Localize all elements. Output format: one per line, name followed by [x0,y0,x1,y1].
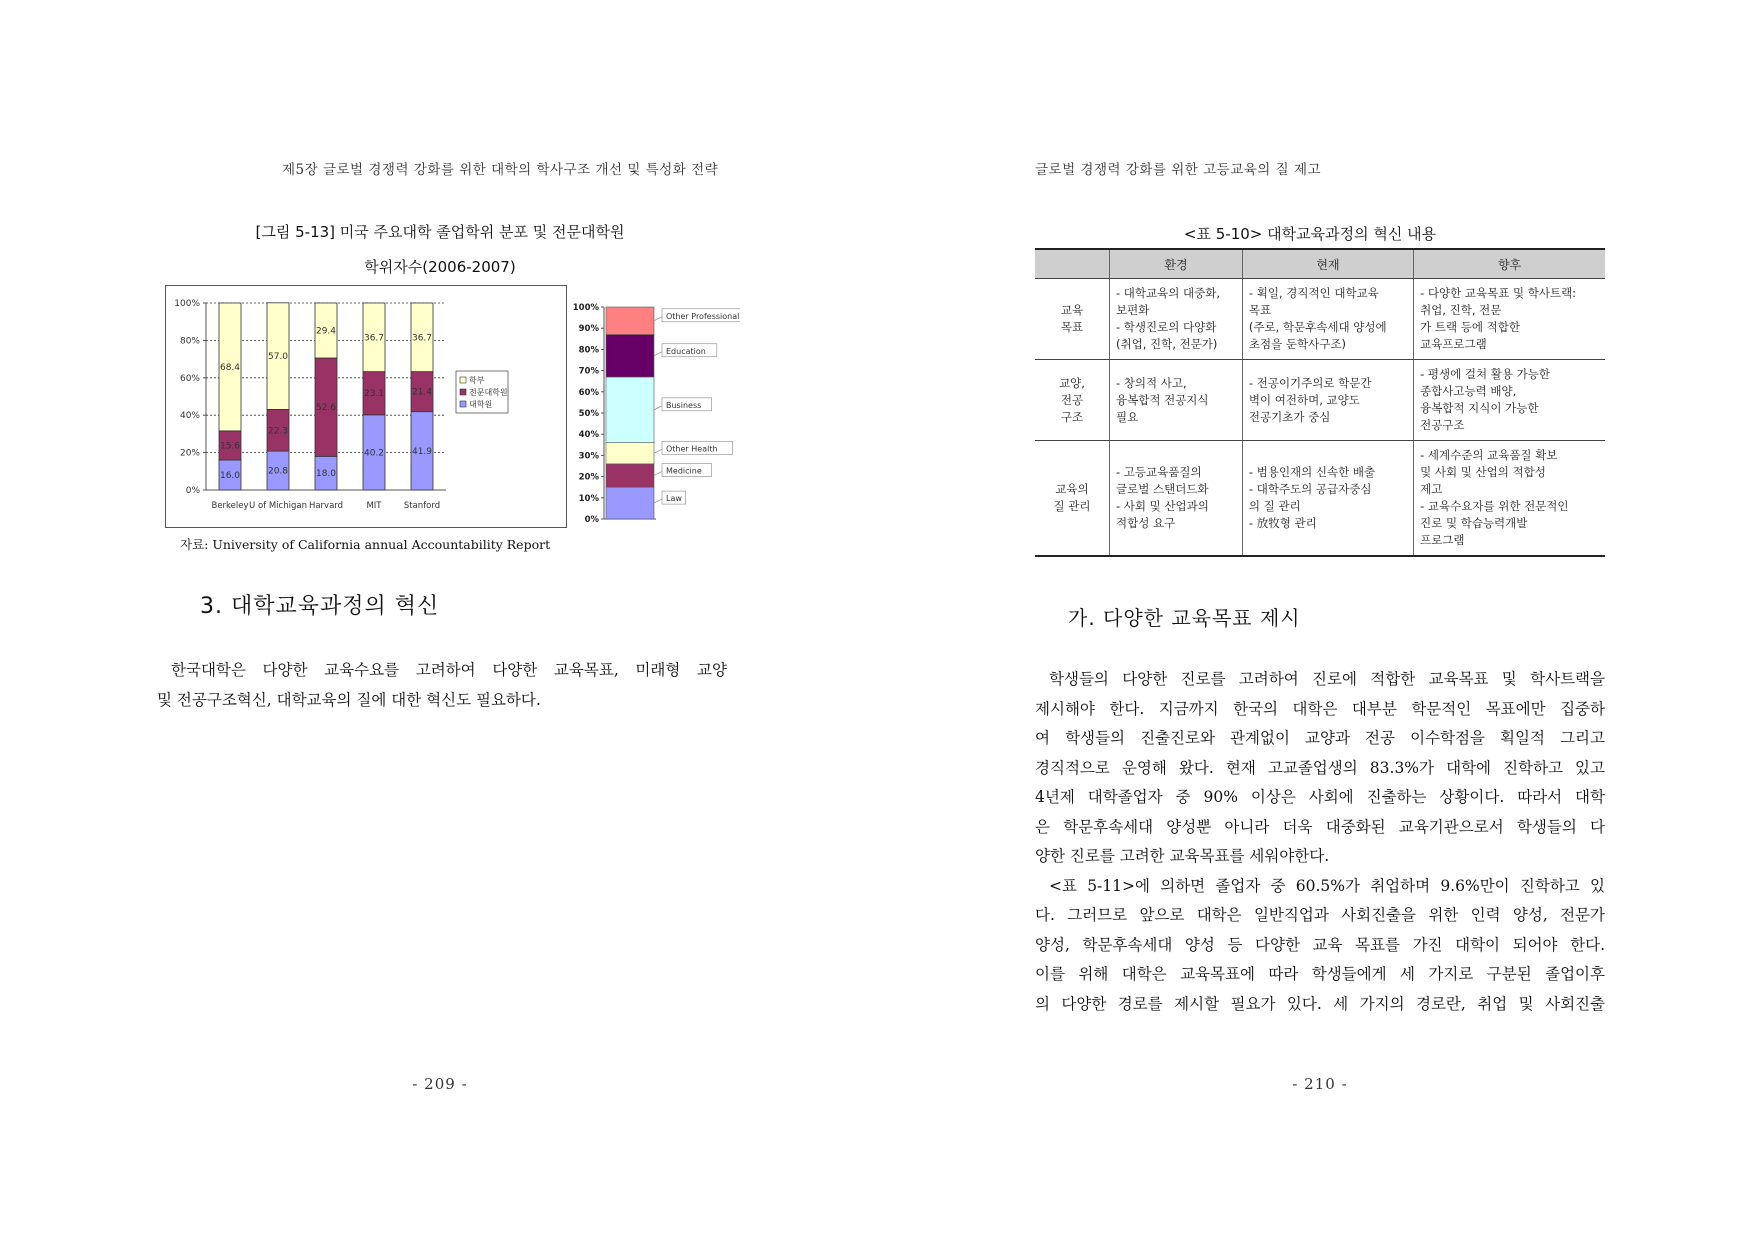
callout-label: Other Professional [666,311,740,321]
table-cell-line: 목표 [1248,303,1272,317]
data-label: 15.6 [219,441,241,452]
callout-label: Education [666,346,706,356]
table-cell-line: - 세계수준의 교육품질 확보 [1420,448,1558,462]
x-tick-label: Berkeley [211,501,249,511]
table-cell-line: 및 사회 및 산업의 적합성 [1420,465,1546,479]
table-cell-env [1110,441,1243,557]
running-header-left: 제5장 글로벌 경쟁력 강화를 위한 대학의 학사구조 개선 및 특성화 전략 [282,162,719,178]
table-cell-line: - 放牧형 관리 [1248,516,1317,530]
figure-caption-line2: 학위자수(2006-2007) [364,258,516,276]
y-tick-label: 50% [578,409,599,419]
legend-swatch [460,389,466,395]
table-header-env: 환경 [1110,249,1243,279]
data-label: 21.4 [411,387,433,398]
table-cell-line: 제고 [1420,482,1443,496]
paragraph-line: 의 다양한 경로를 제시할 필요가 있다. 세 가지의 경로란, 취업 및 사회진출 [1035,994,1605,1013]
table-cell-line: - 사회 및 산업과의 [1116,499,1209,513]
table-cell-line: 전공구조 [1420,418,1465,432]
table-caption: <표 5-10> 대학교육과정의 혁신 내용 [1183,225,1437,243]
x-tick-label: Harvard [308,501,344,511]
y-tick-label: 60% [179,373,200,384]
section-heading-right: 가. 다양한 교육목표 제시 [1068,606,1301,630]
bar-segment [606,307,654,335]
table-cell-line: 종합사고능력 배양, [1420,384,1517,398]
callout-line [654,449,662,453]
bar-segment [606,464,654,487]
table-cell-env [1110,279,1243,360]
callout-label: Other Health [666,444,718,454]
data-label: 18.0 [315,469,337,480]
paragraph-line: 여 학생들의 진출진로와 관계없이 교양과 전공 이수학점을 획일적 그리고 [1035,729,1605,747]
data-label: 22.3 [267,426,289,437]
callout-label: Law [666,494,682,504]
table-cell-line: (취업, 진학, 전문가) [1116,337,1218,351]
callout-line [654,352,662,356]
paragraph-line: 한국대학은 다양한 교육수요를 고려하여 다양한 교육목표, 미래형 교양 [171,661,727,679]
innovation-table [1035,248,1605,557]
figure-source: 자료: University of California annual Accountability Report [180,537,551,552]
paragraph-line: 경직적으로 운영해 왔다. 현재 고교졸업생의 83.3%가 대학에 진학하고 있고 [1035,758,1605,777]
y-tick-label: 40% [578,430,599,441]
y-tick-label: 90% [578,324,599,335]
paragraph-line: 다. 그러므로 앞으로 대학은 일반직업과 사회진출을 위한 인력 양성, 전문가 [1035,906,1605,924]
section-heading-left: 3. 대학교육과정의 혁신 [200,594,440,619]
data-label: 16.0 [219,471,241,482]
callout-line [654,406,662,410]
data-label: 40.2 [363,448,385,459]
callout-line [654,317,662,321]
page-number-left: - 209 - [412,1075,468,1093]
table-row [1035,441,1605,557]
paragraph-line: 은 학문후속세대 양성뿐 아니라 더욱 대중화된 교육기관으로서 학생들의 다 [1035,817,1605,836]
table-cell-line: - 고등교육품질의 [1116,465,1202,479]
table-cell-future [1414,441,1605,557]
y-tick-label: 10% [578,493,599,504]
table-cell-line: - 대학교육의 대중화, [1116,286,1220,300]
callout-line [654,499,662,503]
table-cell-line: 보편화 [1116,303,1150,317]
table-row-head: 교육 목표 [1035,279,1110,360]
table-cell-line: 초점을 둔학사구조) [1248,337,1346,351]
table-cell-line: 의 질 관리 [1248,499,1301,513]
table-cell-line: 가 트랙 등에 적합한 [1420,320,1520,334]
paragraph-line: 양성, 학문후속세대 양성 등 다양한 교육 목표를 가진 대학이 되어야 한다. [1035,935,1605,954]
data-label: 52.6 [315,403,337,414]
paragraph-right [1035,665,1605,1019]
table-row [1035,360,1605,441]
bar-segment [606,443,654,464]
paragraph-line: 학생들의 다양한 진로를 고려하여 진로에 적합한 교육목표 및 학사트랙을 [1049,670,1605,688]
data-label: 23.1 [363,389,385,400]
table-cell-line: 프로그램 [1420,533,1465,547]
paragraph-line: 양한 진로를 고려한 교육목표를 세워야한다. [1035,847,1330,865]
table [1035,248,1605,557]
data-label: 29.4 [315,326,337,337]
table-cell-future [1414,360,1605,441]
legend-label: 전문대학원 [469,388,508,397]
y-tick-label: 100% [572,303,599,313]
page-number-right: - 210 - [1292,1075,1348,1093]
data-label: 57.0 [267,352,289,363]
table-cell-line: 글로벌 스탠더드화 [1116,482,1209,496]
table-cell-line: - 대학주도의 공급자중심 [1248,482,1372,496]
table-cell-line: - 교육수요자를 위한 전문적인 [1420,499,1569,513]
y-tick-label: 20% [179,448,200,459]
callout-label: Medicine [666,466,702,476]
table-cell-line: 필요 [1116,409,1139,424]
chart-svg-universities [166,286,566,527]
paragraph-line: 이를 위해 대학은 교육목표에 따라 학생들에게 세 가지로 구분된 졸업이후 [1035,965,1605,983]
stacked-bar-chart-universities [165,285,567,528]
table-cell-line: - 다양한 교육목표 및 학사트랙: [1420,286,1577,300]
table-cell-future [1414,279,1605,360]
y-tick-label: 40% [179,411,200,422]
stacked-bar-chart-professional [570,295,740,530]
y-tick-label: 100% [174,299,200,309]
y-tick-label: 70% [578,366,599,377]
table-cell-line: 진로 및 학습능력개발 [1420,516,1528,530]
y-tick-label: 0% [185,486,200,496]
table-cell-env [1110,360,1243,441]
bar-segment [606,377,654,443]
legend-swatch [460,401,466,407]
figure-caption-line1: [그림 5-13] 미국 주요대학 졸업학위 분포 및 전문대학원 [255,223,625,241]
table-cell-now [1242,441,1413,557]
y-tick-label: 60% [578,387,599,398]
table-cell-line: 벽이 여전하며, 교양도 [1248,392,1360,407]
table-cell-line: 융복합적 지식이 가능한 [1420,401,1539,415]
table-cell-line: - 범용인재의 신속한 배출 [1248,465,1376,479]
table-cell-line: - 전공이기주의로 학문간 [1248,375,1372,390]
table-cell-line: (주로, 학문후속세대 양성에 [1248,320,1387,334]
legend-label: 학부 [469,376,485,385]
data-label: 68.4 [219,362,241,373]
legend-label: 대학원 [469,400,493,409]
table-cell-line: - 창의적 사고, [1116,375,1187,390]
paragraph-line: <표 5-11>에 의하면 졸업자 중 60.5%가 취업하며 9.6%만이 진학하고 있 [1049,876,1605,895]
paragraph-line: 및 전공구조혁신, 대학교육의 질에 대한 혁신도 필요하다. [157,690,541,709]
y-tick-label: 20% [578,472,599,483]
paragraph-line: 4년제 대학졸업자 중 90% 이상은 사회에 진출하는 상황이다. 따라서 대학 [1035,788,1605,806]
callout-label: Business [666,400,702,410]
data-label: 36.7 [411,333,433,344]
x-tick-label: Stanford [403,501,441,511]
table-cell-line: 융복합적 전공지식 [1116,392,1209,407]
data-label: 20.8 [267,466,289,477]
table-cell-line: 전공기초가 중심 [1248,409,1331,424]
table-cell-now [1242,360,1413,441]
table-cell-line: - 학생진로의 다양화 [1116,320,1217,334]
table-header-row [1035,249,1605,279]
table-row [1035,279,1605,360]
y-tick-label: 80% [578,345,599,356]
table-row-head: 교육의 질 관리 [1035,441,1110,557]
table-cell-line: 교육프로그램 [1420,337,1487,351]
y-tick-label: 0% [584,515,599,525]
table-cell-line: - 평생에 걸쳐 활용 가능한 [1420,367,1550,381]
legend-swatch [460,377,466,383]
table-row-head: 교양, 전공 구조 [1035,360,1110,441]
table-cell-now [1242,279,1413,360]
table-cell-line: 취업, 진학, 전문 [1420,303,1502,317]
table-header-now: 현재 [1242,249,1413,279]
table-header-empty [1035,249,1110,279]
data-label: 41.9 [411,446,433,457]
bar-segment [606,487,654,519]
y-tick-label: 80% [179,336,200,347]
table-cell-line: - 획일, 경직적인 대학교육 [1248,286,1379,300]
data-label: 36.7 [363,333,385,344]
running-header-right: 글로벌 경쟁력 강화를 위한 고등교육의 질 제고 [1035,162,1322,178]
callout-line [654,472,662,476]
x-tick-label: U of Michigan [249,501,307,511]
chart-svg-professional [570,295,740,530]
x-tick-label: MIT [366,501,382,511]
paragraph-left [157,656,727,715]
table-cell-line: 적합성 요구 [1116,516,1176,530]
y-tick-label: 30% [578,451,599,462]
bar-segment [606,335,654,377]
paragraph-line: 제시해야 한다. 지금까지 한국의 대학은 대부분 학문적인 목표에만 집중하 [1035,699,1605,718]
table-header-future: 향후 [1414,249,1605,279]
